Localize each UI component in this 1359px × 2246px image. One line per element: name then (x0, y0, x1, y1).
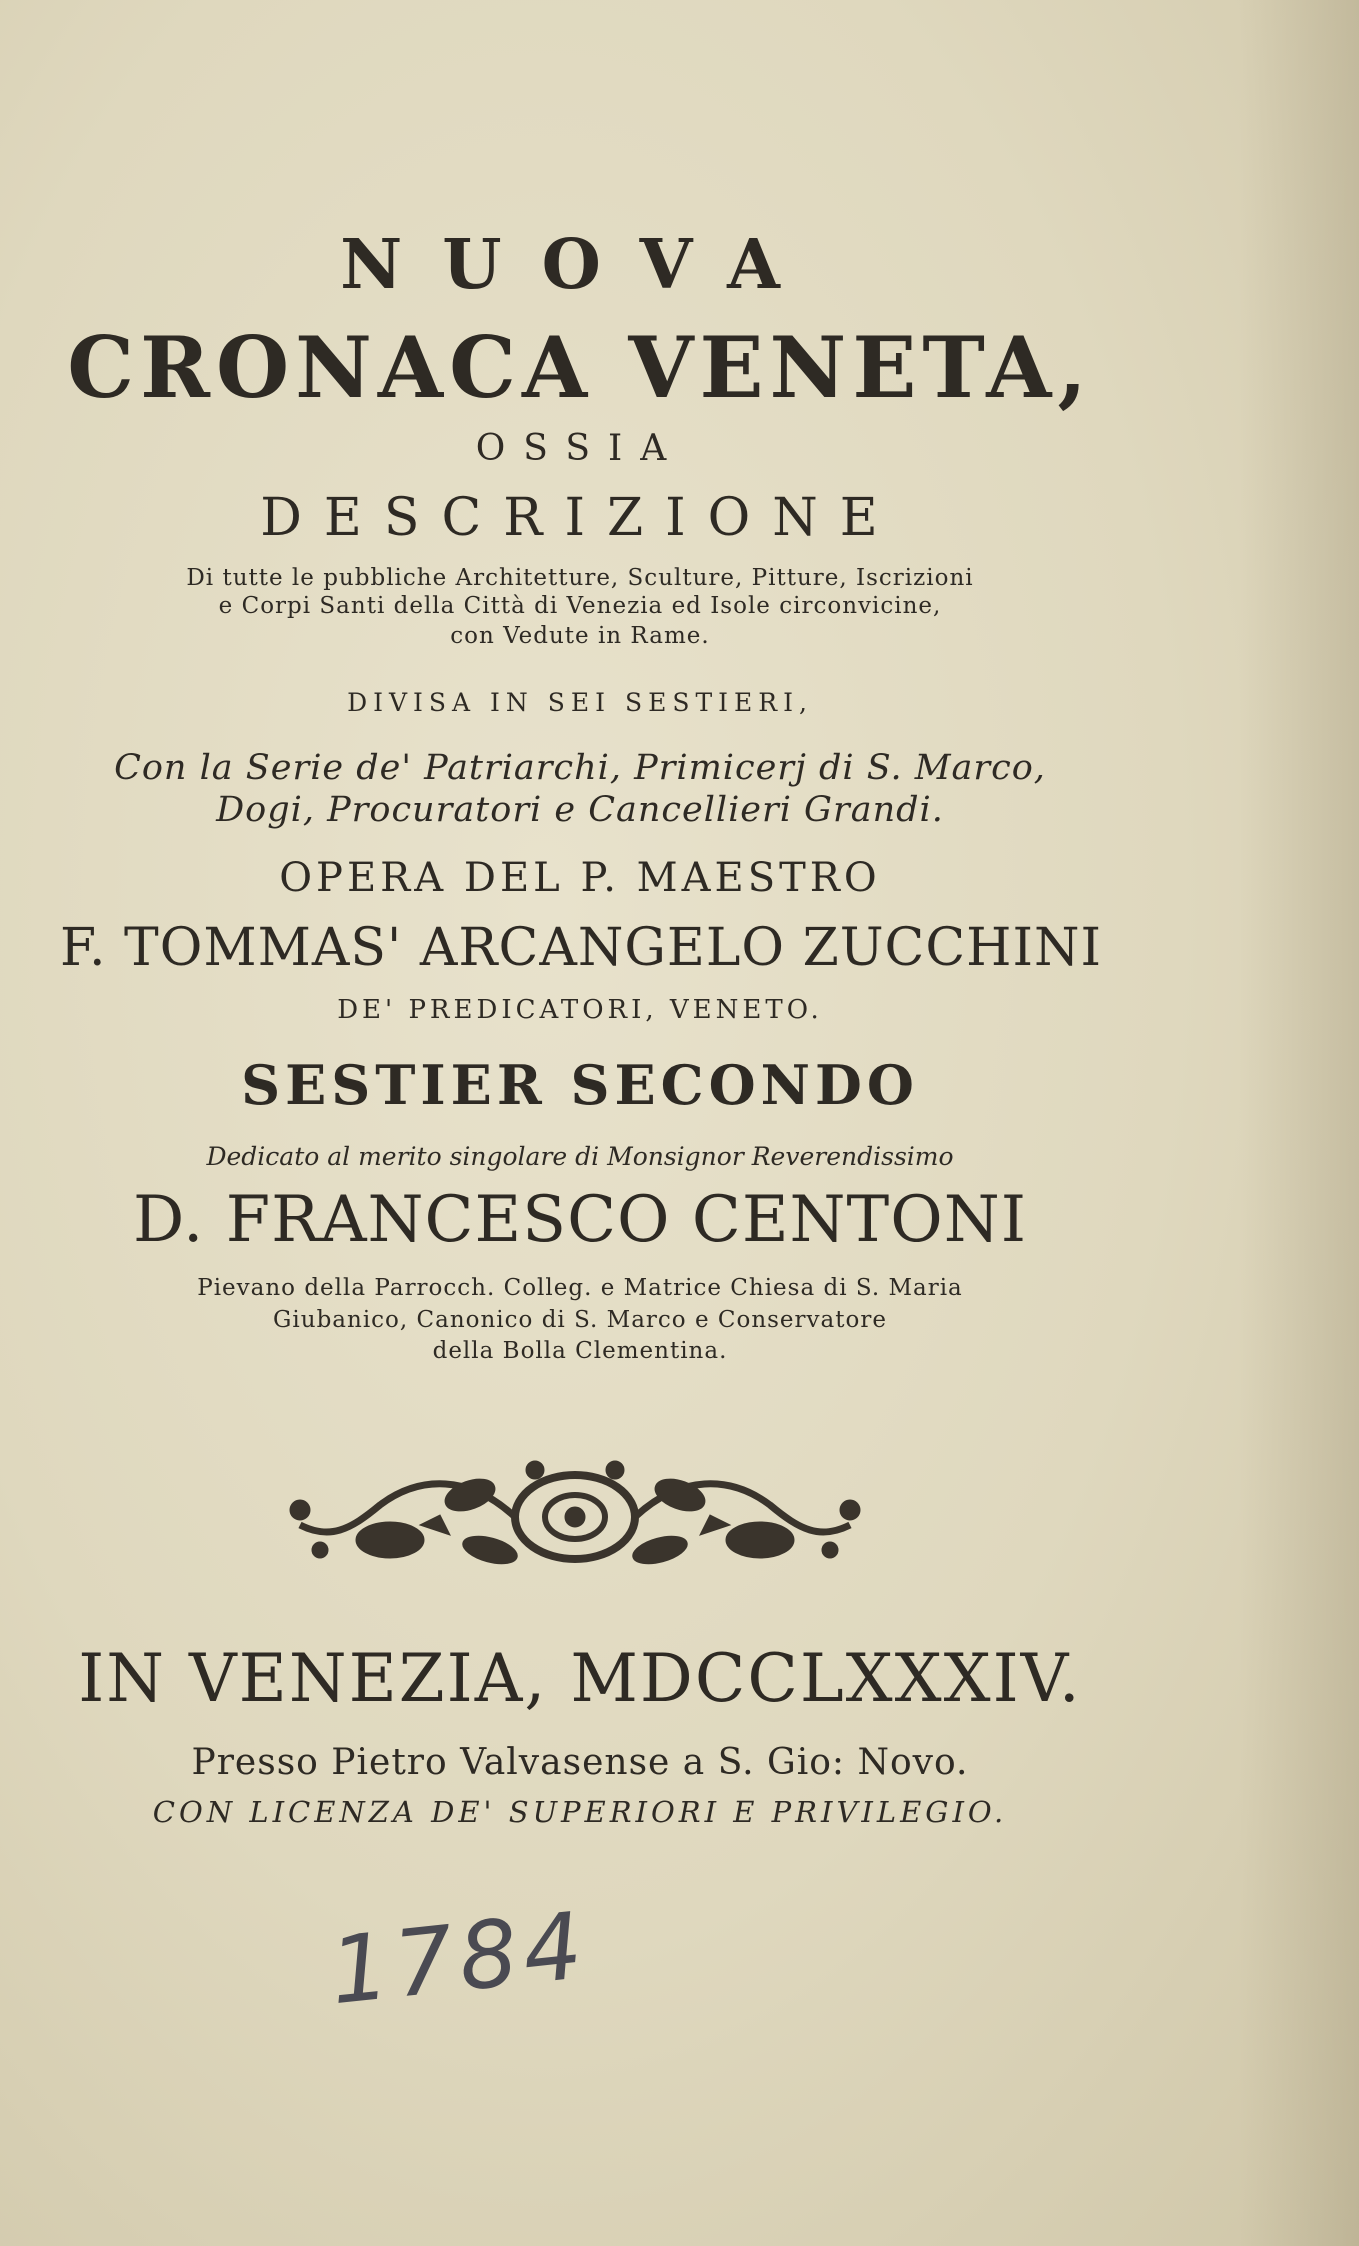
title-line-1: NUOVA (340, 225, 820, 305)
dedicatee-title-line-2: Giubanico, Canonico di S. Marco e Conservatore (273, 1307, 887, 1333)
author-order: DE' PREDICATORI, VENETO. (337, 995, 823, 1025)
dedicatee-title-line-1: Pievano della Parrocch. Colleg. e Matrice Chiesa di S. Maria (197, 1275, 963, 1301)
serie-line-1: Con la Serie de' Patriarchi, Primicerj di S. Marco, (114, 748, 1046, 788)
subtitle-line-2: e Corpi Santi della Città di Venezia ed Isole circonvicine, (218, 593, 942, 619)
opera-line: OPERA DEL P. MAESTRO (279, 855, 881, 901)
license-line: CON LICENZA DE' SUPERIORI E PRIVILEGIO. (152, 1795, 1008, 1829)
divisa-line: DIVISA IN SEI SESTIERI, (347, 688, 813, 717)
printer-line: Presso Pietro Valvasense a S. Gio: Novo. (191, 1742, 969, 1783)
ossia-label: OSSIA (475, 428, 685, 469)
subtitle-line-1: Di tutte le pubbliche Architetture, Sculture, Pitture, Iscrizioni (186, 565, 974, 591)
title-line-2: CRONACA VENETA, (67, 318, 1093, 417)
page-fold-shadow (1239, 0, 1359, 2246)
volume-title: SESTIER SECONDO (241, 1053, 919, 1117)
place-date: IN VENEZIA, MDCCLXXXIV. (78, 1640, 1082, 1717)
dedicatee-title-line-3: della Bolla Clementina. (432, 1338, 728, 1364)
descrizione-heading: DESCRIZIONE (260, 488, 900, 548)
dedication-line: Dedicato al merito singolare di Monsignor Reverendissimo (206, 1142, 954, 1171)
dedicatee-name: D. FRANCESCO CENTONI (133, 1183, 1027, 1257)
serie-line-2: Dogi, Procuratori e Cancellieri Grandi. (216, 790, 944, 830)
subtitle-line-3: con Vedute in Rame. (450, 623, 710, 649)
floral-scroll-icon (270, 1455, 880, 1580)
author-name: F. TOMMAS' ARCANGELO ZUCCHINI (60, 918, 1103, 978)
handwritten-year: 1784 (325, 1891, 594, 2026)
